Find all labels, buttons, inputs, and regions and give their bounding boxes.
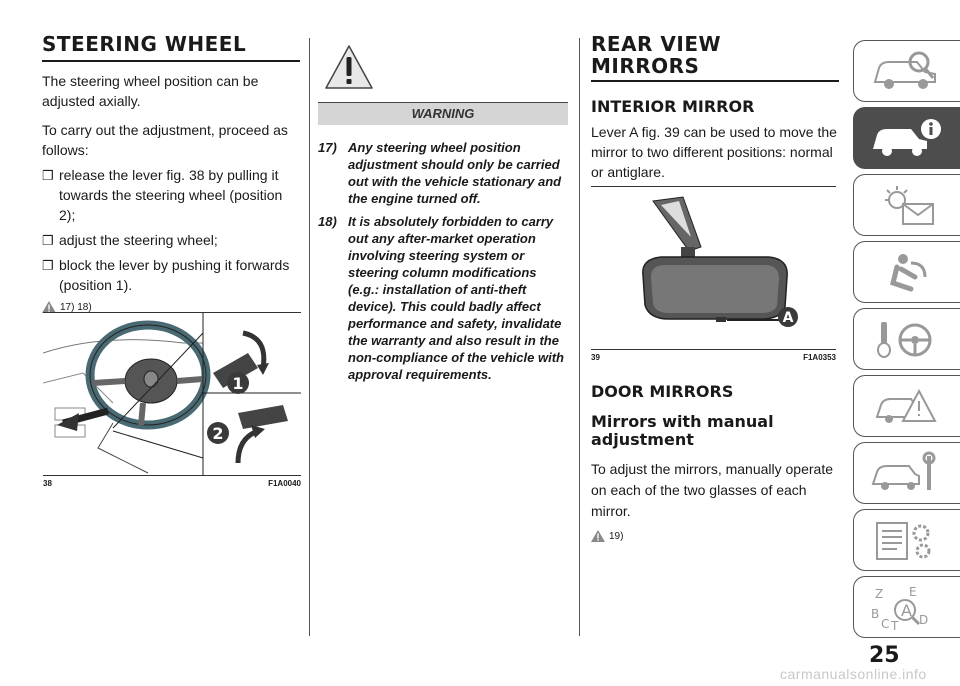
- car-service-icon: [867, 450, 947, 496]
- tab-servicing[interactable]: [853, 442, 960, 504]
- list-item: 17) Any steering wheel position adjustment should only be carried out with the vehicle stationary and the engine turned off.: [318, 140, 562, 206]
- door-mirrors-heading: DOOR MIRRORS: [591, 382, 734, 401]
- figure-number: 39: [591, 353, 600, 362]
- tab-emergency[interactable]: [853, 375, 960, 437]
- tab-safety[interactable]: [853, 241, 960, 303]
- figure-code: F1A0353: [803, 353, 836, 362]
- steering-para-2: To carry out the adjustment, proceed as follows:: [42, 122, 288, 158]
- watermark: carmanualsonline.info: [780, 666, 927, 682]
- tab-dashboard[interactable]: [853, 40, 960, 102]
- svg-text:Z: Z: [875, 587, 884, 601]
- figure-38-steering-wheel: [43, 312, 301, 492]
- index-search-icon: [867, 584, 947, 630]
- door-mirrors-section: [591, 383, 839, 542]
- list-item: ❒ release the lever fig. 38 by pulling it towards the steering wheel (position 2);: [42, 167, 283, 223]
- warning-reference: 19): [591, 530, 839, 542]
- interior-mirror-para: Lever A fig. 39 can be used to move the mirror to two different positions: normal or antiglare.: [591, 124, 837, 180]
- list-item: ❒ adjust the steering wheel;: [42, 230, 300, 250]
- car-dashboard-icon: [867, 48, 947, 94]
- lever-position-label: 2: [212, 424, 224, 443]
- page-number: 25: [869, 643, 900, 668]
- tab-car-info[interactable]: [853, 107, 960, 169]
- door-mirrors-para: To adjust the mirrors, manually operate on each of the two glasses of each mirror.: [591, 461, 833, 519]
- figure-39-interior-mirror: [591, 186, 836, 366]
- warning-title: WARNING: [318, 102, 568, 125]
- steering-para-1: The steering wheel position can be adjusted axially.: [42, 73, 259, 109]
- key-steering-icon: [867, 316, 947, 362]
- car-info-icon: [867, 115, 947, 161]
- interior-mirror-illustration: [591, 187, 836, 349]
- tab-starting-driving[interactable]: [853, 308, 960, 370]
- figure-code: F1A0040: [268, 479, 301, 488]
- heading-rule: [42, 60, 300, 62]
- column-divider: [579, 38, 580, 636]
- breakdown-warning-icon: [867, 383, 947, 429]
- svg-text:A: A: [901, 601, 912, 620]
- interior-mirror-heading: INTERIOR MIRROR: [591, 97, 755, 116]
- right-column: [591, 33, 839, 182]
- checkbox-bullet-icon: ❒: [42, 233, 54, 248]
- checkbox-bullet-icon: ❒: [42, 168, 54, 183]
- tab-technical-data[interactable]: [853, 509, 960, 571]
- warning-list: [318, 139, 568, 383]
- warning-triangle-icon: [324, 44, 374, 90]
- left-column: [42, 33, 300, 313]
- warning-block: [318, 44, 568, 389]
- svg-text:B: B: [871, 607, 880, 621]
- steering-wheel-heading: STEERING WHEEL: [42, 32, 247, 56]
- technical-data-icon: [867, 517, 947, 563]
- tab-warning-lights[interactable]: [853, 174, 960, 236]
- list-item: ❒ block the lever by pushing it forwards (position 1).: [42, 257, 290, 293]
- lever-a-label: A: [782, 310, 794, 326]
- figure-number: 38: [43, 479, 52, 488]
- list-item: 18) It is absolutely forbidden to carry out any after-market operation involving steering system or steering column modifications (e.g.: installation of anti-theft device). This could badly affect performance and safety, invalidate the warranty and also result in the non-compliance of the vehicle with approval requirements.: [318, 214, 564, 382]
- tab-index[interactable]: [853, 576, 960, 638]
- steering-steps-list: [42, 165, 300, 295]
- heading-rule: [591, 80, 839, 82]
- svg-text:T: T: [891, 619, 899, 630]
- svg-text:E: E: [909, 585, 917, 599]
- steering-wheel-illustration: [43, 313, 301, 475]
- checkbox-bullet-icon: ❒: [42, 258, 54, 273]
- airbag-passenger-icon: [867, 249, 947, 295]
- warning-reference: 17) 18): [42, 301, 300, 313]
- svg-text:D: D: [919, 613, 929, 627]
- warning-lights-icon: [867, 182, 947, 228]
- manual-adjustment-heading: Mirrors with manual adjustment: [591, 412, 774, 449]
- column-divider: [309, 38, 310, 636]
- svg-text:C: C: [881, 617, 890, 630]
- small-warning-icon: [591, 530, 605, 542]
- rear-view-mirrors-heading: REAR VIEW MIRRORS: [591, 32, 722, 78]
- lever-position-label: 1: [232, 374, 244, 393]
